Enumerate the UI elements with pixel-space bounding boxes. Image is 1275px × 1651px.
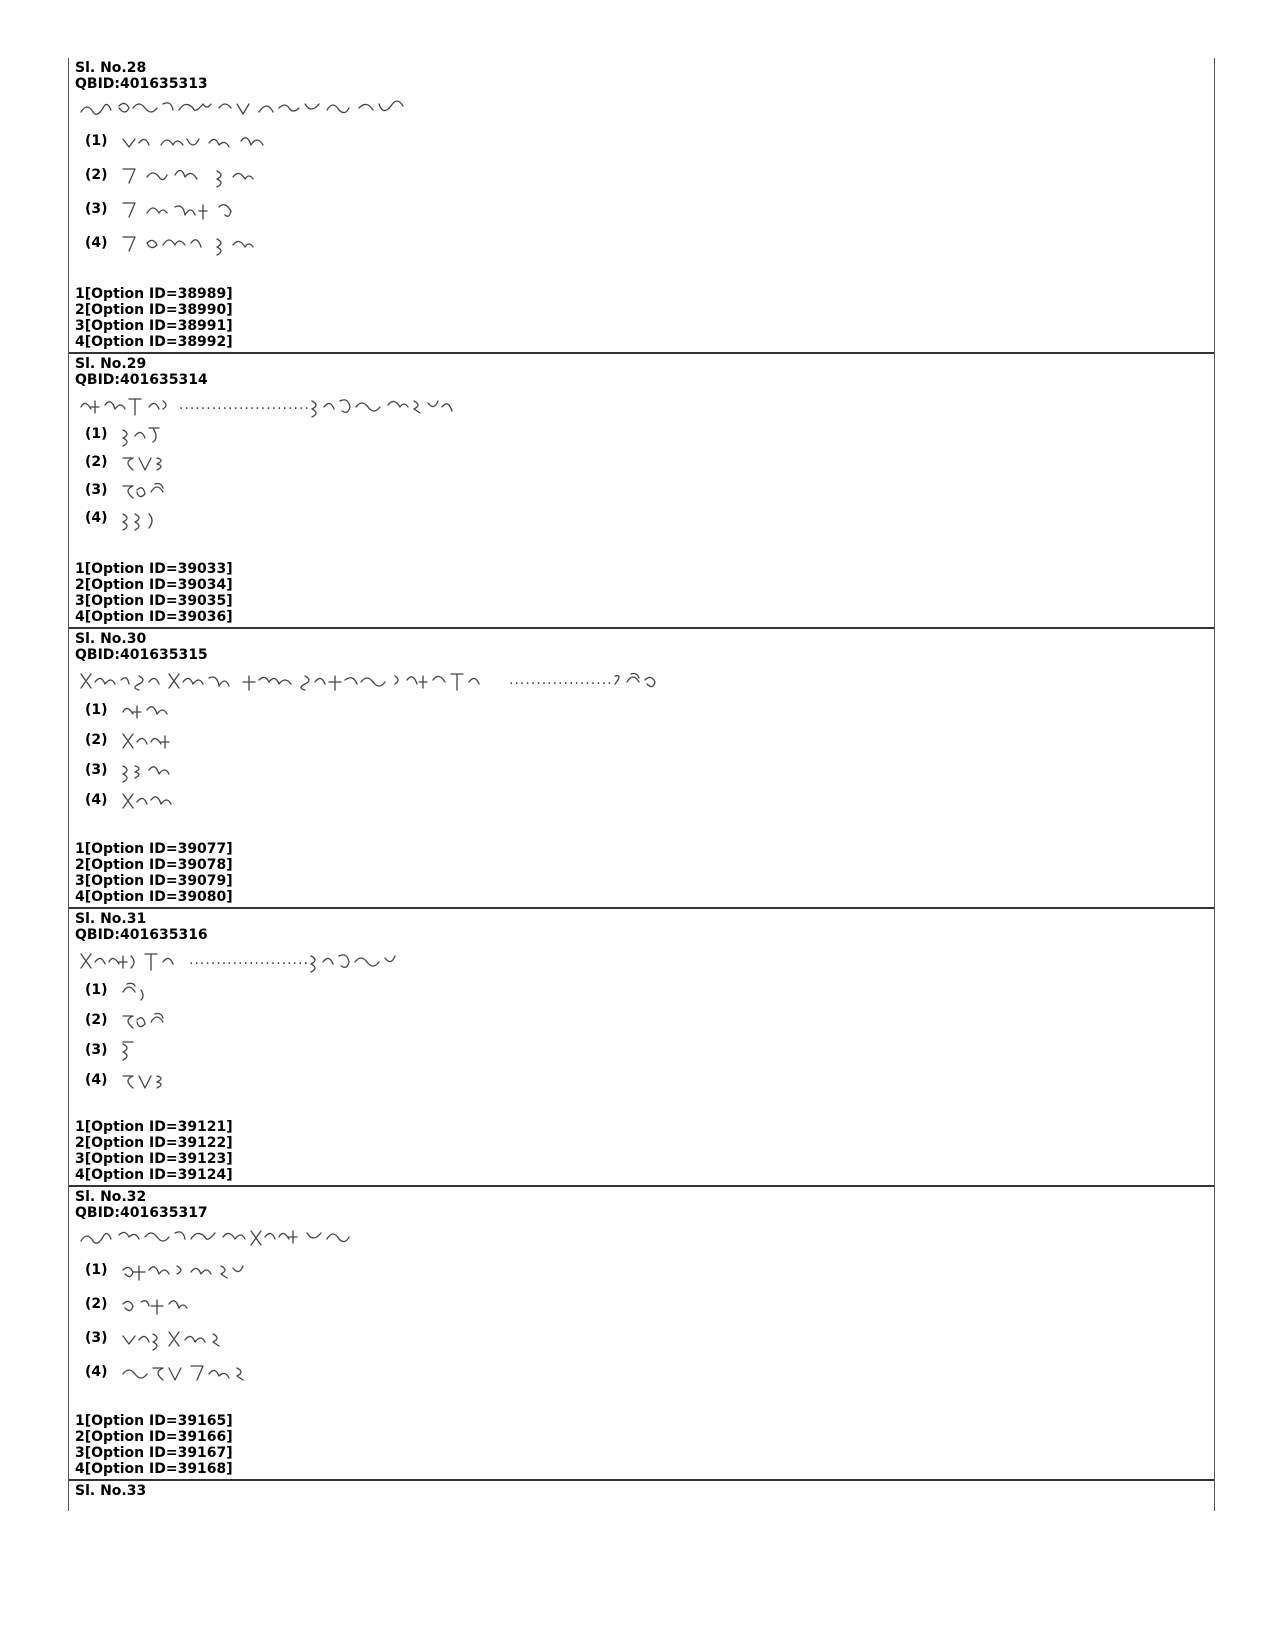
option-row[interactable] [75,695,1214,725]
option-id: 4[Option ID=39080] [75,889,233,905]
question-stem [79,945,1214,975]
option-number: (2) [85,167,108,183]
option-number: (4) [85,235,108,251]
script-image [121,163,281,187]
script-image [121,1292,231,1316]
script-image [79,94,439,122]
serial-number: Sl. No.33 [75,1483,147,1499]
script-image [121,129,281,153]
option-id: 2[Option ID=39122] [75,1135,233,1151]
qbid: QBID:401635316 [75,927,208,943]
option-row[interactable] [75,975,1214,1005]
script-image [121,478,181,502]
option-id: 1[Option ID=39077] [75,841,233,857]
option-id: 3[Option ID=39167] [75,1445,233,1461]
option-row[interactable] [75,755,1214,785]
option-id: 3[Option ID=39079] [75,873,233,889]
option-row[interactable] [75,725,1214,755]
answer-blank: ...................... [189,952,309,968]
script-image [121,758,181,782]
option-number: (3) [85,762,108,778]
serial-number: Sl. No.31 [75,911,147,927]
qbid: QBID:401635315 [75,647,208,663]
script-image [79,668,509,692]
serial-number: Sl. No.28 [75,60,147,76]
question-stem [79,390,1214,420]
option-id: 2[Option ID=38990] [75,302,233,318]
option-row[interactable] [75,420,1214,448]
question-block [69,629,1214,909]
option-number: (2) [85,1296,108,1312]
option-id: 3[Option ID=39123] [75,1151,233,1167]
option-number: (2) [85,454,108,470]
option-id-list [75,561,233,625]
qbid: QBID:401635317 [75,1205,208,1221]
question-block [69,909,1214,1187]
option-row[interactable] [75,448,1214,476]
question-stem [79,94,1214,124]
option-id: 4[Option ID=39036] [75,609,233,625]
script-image [121,1326,291,1350]
script-image [121,1360,291,1384]
option-id-list [75,286,233,350]
question-block [69,1481,1214,1511]
option-number: (1) [85,426,108,442]
option-row[interactable] [75,476,1214,504]
option-row[interactable] [75,226,1214,260]
option-number: (4) [85,1364,108,1380]
option-number: (1) [85,982,108,998]
serial-number: Sl. No.30 [75,631,147,647]
script-image [121,1008,181,1032]
option-number: (3) [85,482,108,498]
question-sheet [68,58,1215,1511]
question-stem [79,665,1214,695]
script-image [121,231,281,255]
question-block [69,1187,1214,1481]
option-id: 4[Option ID=39168] [75,1461,233,1477]
qbid: QBID:401635313 [75,76,208,92]
question-stem [79,1223,1214,1253]
option-number: (4) [85,792,108,808]
option-id-list [75,1413,233,1477]
answer-blank: ........................ [179,397,310,413]
option-row[interactable] [75,1287,1214,1321]
script-image [121,506,181,530]
option-row[interactable] [75,1035,1214,1065]
script-image [613,668,673,692]
qbid: QBID:401635314 [75,372,208,388]
option-row[interactable] [75,504,1214,532]
option-row[interactable] [75,192,1214,226]
serial-number: Sl. No.29 [75,356,147,372]
option-number: (1) [85,1262,108,1278]
script-image [121,450,181,474]
script-image [121,1068,181,1092]
script-image [79,1223,399,1251]
option-id: 2[Option ID=39166] [75,1429,233,1445]
script-image [121,728,181,752]
option-number: (4) [85,1072,108,1088]
serial-number: Sl. No.32 [75,1189,147,1205]
script-image [121,1038,161,1062]
question-block [69,354,1214,629]
option-id: 3[Option ID=38991] [75,318,233,334]
script-image [121,698,181,722]
script-image [121,422,181,446]
option-id: 4[Option ID=39124] [75,1167,233,1183]
option-number: (4) [85,510,108,526]
option-row[interactable] [75,785,1214,815]
option-id: 1[Option ID=38989] [75,286,233,302]
script-image [121,978,161,1002]
option-row[interactable] [75,1253,1214,1287]
option-number: (3) [85,201,108,217]
script-image [79,393,179,417]
option-id-list [75,1119,233,1183]
option-id: 1[Option ID=39121] [75,1119,233,1135]
script-image [309,948,409,972]
option-number: (3) [85,1042,108,1058]
script-image [121,1258,291,1282]
option-number: (2) [85,732,108,748]
option-row[interactable] [75,1065,1214,1095]
option-id: 1[Option ID=39165] [75,1413,233,1429]
question-block [69,58,1214,354]
script-image [310,393,460,417]
option-row[interactable] [75,1005,1214,1035]
script-image [121,197,281,221]
option-id: 2[Option ID=39078] [75,857,233,873]
answer-blank: ................... [509,672,613,688]
option-number: (1) [85,702,108,718]
option-id: 3[Option ID=39035] [75,593,233,609]
option-row[interactable] [75,124,1214,158]
option-id: 1[Option ID=39033] [75,561,233,577]
option-row[interactable] [75,1321,1214,1355]
option-number: (3) [85,1330,108,1346]
option-number: (2) [85,1012,108,1028]
option-id: 4[Option ID=38992] [75,334,233,350]
script-image [121,788,181,812]
option-number: (1) [85,133,108,149]
option-row[interactable] [75,158,1214,192]
script-image [79,948,189,972]
option-id-list [75,841,233,905]
option-row[interactable] [75,1355,1214,1389]
option-id: 2[Option ID=39034] [75,577,233,593]
